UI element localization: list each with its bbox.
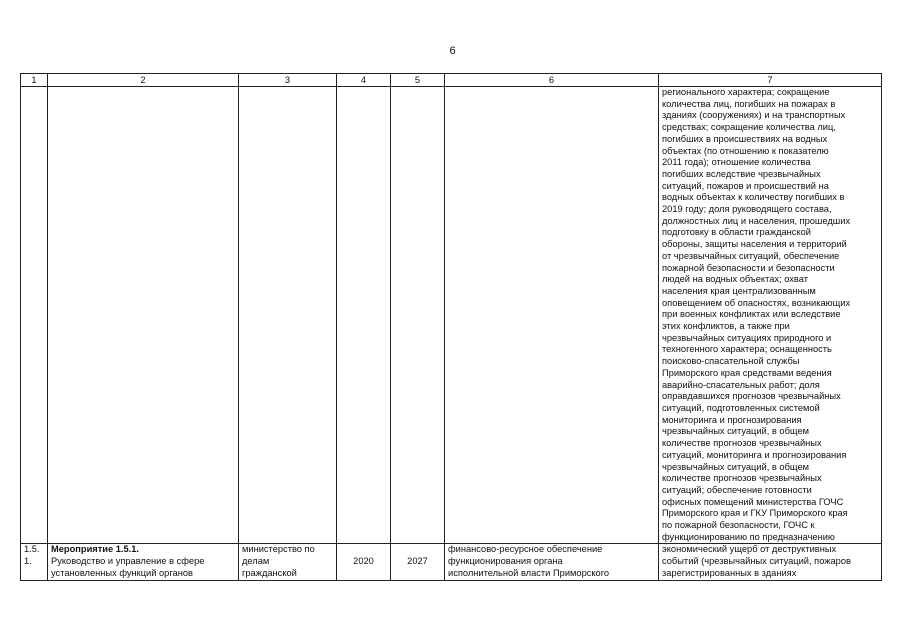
header-col-2: 2 xyxy=(48,74,239,87)
item-expected-result: финансово-ресурсное обеспечение функционирования органа исполнительной власти Приморского xyxy=(445,544,659,580)
continuation-row xyxy=(21,87,882,544)
item-row xyxy=(21,544,882,580)
indicators-text: регионального характера; сокращение количества лиц, погибших на пожарах в зданиях (сооружениях) и на транспортных средствах; сокращение количества лиц, погибших в происшествиях на водных объектах (по отношению к показателю 2011 года); отношение количества погибших вследствие чрезвычайных ситуаций, пожаров и происшествий на водных объектах к количеству погибших в 2019 году; доля руководящего состава, должностных лиц и населения, прошедших подготовку в области гражданской обороны, защиты населения и территорий от чрезвычайных ситуаций, обеспечение пожарной безопасности и безопасности людей на водных объектах; охват населения края централизованным оповещением об опасностях, возникающих при военных конфликтах или вследствие этих конфликтов, а также при чрезвычайных ситуациях природного и техногенного характера; оснащенность поисково-спасательной службы Приморского края средствами ведения аварийно-спасательных работ; доля оправдавшихся прогнозов чрезвычайных ситуаций, подготовленных системой мониторинга и прогнозирования чрезвычайных ситуаций, в общем количестве прогнозов чрезвычайных ситуаций, мониторинга и прогнозирования чрезвычайных ситуаций, в общем количестве прогнозов чрезвычайных ситуаций; обеспечение готовности офисных помещений министерства ГОЧС Приморского края и ГКУ Приморского края по пожарной безопасности, ГОЧС к функционированию по предназначению xyxy=(659,87,882,544)
item-start-year-cell xyxy=(337,544,391,580)
header-col-5: 5 xyxy=(391,74,445,87)
item-start-year: 2020 xyxy=(353,556,374,567)
item-end-year-cell xyxy=(391,544,445,580)
header-col-1: 1 xyxy=(21,74,48,87)
continuation-cell-6 xyxy=(445,87,659,544)
page-number: 6 xyxy=(449,45,456,57)
header-col-4: 4 xyxy=(337,74,391,87)
item-description: Руководство и управление в сфере установленных функций органов xyxy=(51,556,205,578)
header-row xyxy=(21,74,882,87)
item-number: 1.5. 1. xyxy=(21,544,48,580)
continuation-cell-1 xyxy=(21,87,48,544)
item-executor: министерство по делам гражданской xyxy=(239,544,337,580)
item-title: Мероприятие 1.5.1. xyxy=(51,544,139,555)
continuation-cell-4 xyxy=(337,87,391,544)
item-end-year: 2027 xyxy=(407,556,428,567)
continuation-cell-5 xyxy=(391,87,445,544)
item-description-cell xyxy=(48,544,239,580)
continuation-cell-3 xyxy=(239,87,337,544)
program-table xyxy=(20,73,882,581)
header-col-7: 7 xyxy=(659,74,882,87)
continuation-cell-2 xyxy=(48,87,239,544)
header-col-3: 3 xyxy=(239,74,337,87)
item-indicators: экономический ущерб от деструктивных событий (чрезвычайных ситуаций, пожаров зарегистрированных в зданиях xyxy=(659,544,882,580)
header-col-6: 6 xyxy=(445,74,659,87)
